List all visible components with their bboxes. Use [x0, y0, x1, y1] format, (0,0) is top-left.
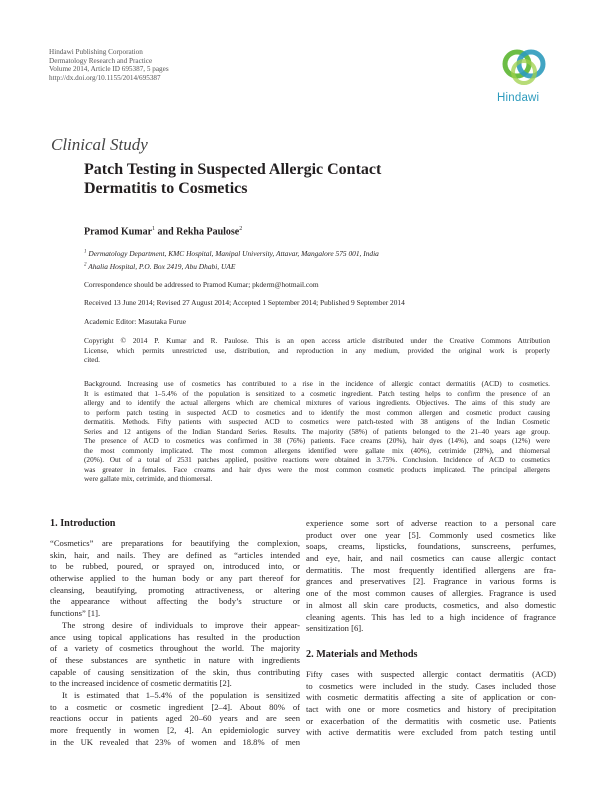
body-line: in the UK revealed that 23% of women and 18.8% of men — [50, 736, 300, 747]
publisher-name: Hindawi Publishing Corporation — [49, 48, 143, 56]
body-line: to a cosmetic or cosmetic ingredient [2–4]. About 80% of — [50, 701, 300, 712]
affiliation-1 — [84, 249, 379, 258]
body-line: Fifty cases with suspected allergic contact dermatitis (ACD) — [306, 668, 556, 679]
body-line: the appearance without affecting the body’s structure or — [50, 596, 300, 607]
body-line: of these substances are synthetic in nature with ingredients — [50, 654, 300, 665]
abstract-line: the most commonly implicated. The most common allergens identified were gallate mix (40%), cetrimide (28%), and thiomersal — [84, 445, 550, 455]
body-line: grances and preservatives [2]. Fragrance in various forms is — [306, 576, 556, 587]
author-name: Rekha Paulose — [176, 226, 240, 238]
body-line: ance using topical applications has resulted in the production — [50, 631, 300, 642]
introduction-section — [50, 518, 300, 748]
body-line: of a variety of cosmetics throughout the world. The majority — [50, 643, 300, 654]
body-line: cleaning agents. This has led to a high incidence of fragrance — [306, 611, 556, 622]
abstract-line: Series and 12 antigens of the Indian Standard Series. Results. The majority (58%) of patients belonged to the 21–40 years age group. — [84, 426, 550, 436]
author-list — [84, 226, 242, 237]
abstract-line: dermatitis. Methods. Fifty patients with suspected ACD to cosmetics were patch-tested with 38 antigens of the Indian Cosmetic — [84, 417, 550, 427]
title-line: Dermatitis to Cosmetics — [84, 180, 248, 197]
abstract-line: was greater in females. Face creams and hair dyes were the most common cosmetic products implicated. The principal allergens — [84, 464, 550, 474]
body-line: It is estimated that 1–5.4% of the population is sensitized — [62, 689, 300, 700]
affiliation-text: Dermatology Department, KMC Hospital, Manipal University, Attavar, Mangalore 575 001, India — [88, 249, 379, 258]
body-line: functions” [1]. — [50, 608, 101, 619]
body-line: The strong desire of individuals to improve their appear- — [62, 619, 300, 630]
copyright-notice — [84, 336, 550, 365]
hindawi-logo-text: Hindawi — [497, 92, 540, 104]
abstract-line: were gallate mix, cetrimide, and thiomersal. — [84, 474, 213, 484]
body-line: to cosmetics were included in the study. Cases included those — [306, 680, 556, 691]
affiliation-marker: 2 — [239, 226, 243, 232]
journal-header — [49, 48, 169, 82]
body-line: cleansing, beautifying, promoting attractiveness, or altering — [50, 584, 300, 595]
affiliation-marker: 1 — [84, 249, 87, 255]
abstract-line: (20%). Out of a total of 2531 patches applied, positive reactions were obtained in 3.75%. Conclusion. Incidence of ACD to cosmetics — [84, 455, 550, 465]
journal-name: Dermatology Research and Practice — [49, 56, 153, 65]
body-line: experience some sort of adverse reaction to a personal care — [306, 518, 556, 528]
academic-editor: Academic Editor: Masutaka Furue — [84, 317, 187, 326]
body-line: skin, hair, and nails. They are defined as “articles intended — [50, 549, 300, 560]
affiliation-text: Ahalia Hospital, P.O. Box 2419, Abu Dhabi, UAE — [88, 262, 236, 271]
body-line: and eye, hair, and nail cosmetics can cause allergic contact — [306, 553, 556, 564]
copyright-line: cited. — [84, 355, 101, 365]
body-line: to the increased incidence of cosmetic dermatitis [2]. — [50, 678, 232, 689]
body-line: one of the most common causes of allergies. Fragrance is used — [306, 588, 556, 599]
abstract — [84, 379, 550, 484]
volume-info: Volume 2014, Article ID 695387, 5 pages — [49, 65, 169, 74]
body-line: or exacerbation of the dermatitis with cosmetic use. Patients — [306, 715, 556, 726]
author-name: Pramod Kumar — [84, 226, 153, 238]
correspondence-note: Correspondence should be addressed to Pramod Kumar; pkderm@hotmail.com — [84, 280, 319, 289]
title-line: Patch Testing in Suspected Allergic Contact — [84, 161, 382, 178]
body-line: to be rubbed, poured, or sprayed on, introduced into, or — [50, 561, 300, 572]
body-line: reactions occur in patients aged 20–60 years and are seen — [50, 713, 300, 724]
body-line: tact with one or more cosmetics and history of precipitation — [306, 703, 556, 714]
body-line: product over one year [5]. Commonly used cosmetics like — [306, 529, 556, 540]
body-line: in almost all skin care products, cosmetics, and also domestic — [306, 599, 556, 610]
article-title — [84, 160, 504, 198]
body-line: “Cosmetics” are preparations for beautifying the complexion, — [50, 538, 300, 548]
section-heading: 1. Introduction — [50, 518, 116, 529]
body-line: with active dermatitis were excluded from patch testing until — [306, 727, 556, 738]
body-line: sensitization [6]. — [306, 623, 364, 634]
body-line: soaps, creams, lipsticks, foundations, sunscreens, perfumes, — [306, 541, 556, 552]
affiliation-marker: 1 — [152, 226, 156, 232]
right-column — [306, 518, 556, 739]
abstract-line: The presence of ACD to cosmetics was confirmed in 38 (76%) patients. Face creams (20%), hair dyes (14%), and soaps (12%) were — [84, 436, 550, 446]
abstract-line: to perform patch testing in suspected ACD to cosmetics and to identify the most common allergen and cosmetic product causing — [84, 407, 550, 417]
section-heading: 2. Materials and Methods — [306, 648, 418, 660]
author-conjunction: and — [155, 226, 177, 238]
body-line: capable of causing sensitization of the skin, thus contributing — [50, 666, 300, 677]
abstract-line: Background. Increasing use of cosmetics has contributed to a rise in the incidence of allergic contact dermatitis (ACD) to cosmetics. — [84, 379, 550, 388]
body-line: dermatitis. The most frequently identified allergens are fra- — [306, 564, 556, 575]
body-line: with cosmetic dermatitis affecting a site of application or con- — [306, 692, 556, 703]
affiliation-2 — [84, 262, 235, 271]
body-line: otherwise applied to the human body or any part thereof for — [50, 573, 300, 584]
abstract-line: allergy and to identify the actual allergens which are chemical mixtures of various ingredients. Objectives. The aims of this study are — [84, 398, 550, 408]
doi-link[interactable]: http://dx.doi.org/10.1155/2014/695387 — [49, 73, 161, 82]
article-dates: Received 13 June 2014; Revised 27 August 2014; Accepted 1 September 2014; Published 9 September 2014 — [84, 298, 405, 307]
copyright-line: License, which permits unrestricted use, distribution, and reproduction in any medium, provided the original work is properly — [84, 345, 550, 355]
article-type: Clinical Study — [51, 135, 148, 154]
affiliation-marker: 2 — [84, 262, 87, 268]
body-line: more frequently in women [2, 4]. An epidemiologic survey — [50, 725, 300, 735]
copyright-line: Copyright © 2014 P. Kumar and R. Paulose. This is an open access article distributed under the Creative Commons Attribution — [84, 336, 550, 345]
abstract-line: It is estimated that 1–5.4% of the population is sensitized to a cosmetic ingredient. Patch testing helps to confirm the presence of an — [84, 388, 550, 398]
